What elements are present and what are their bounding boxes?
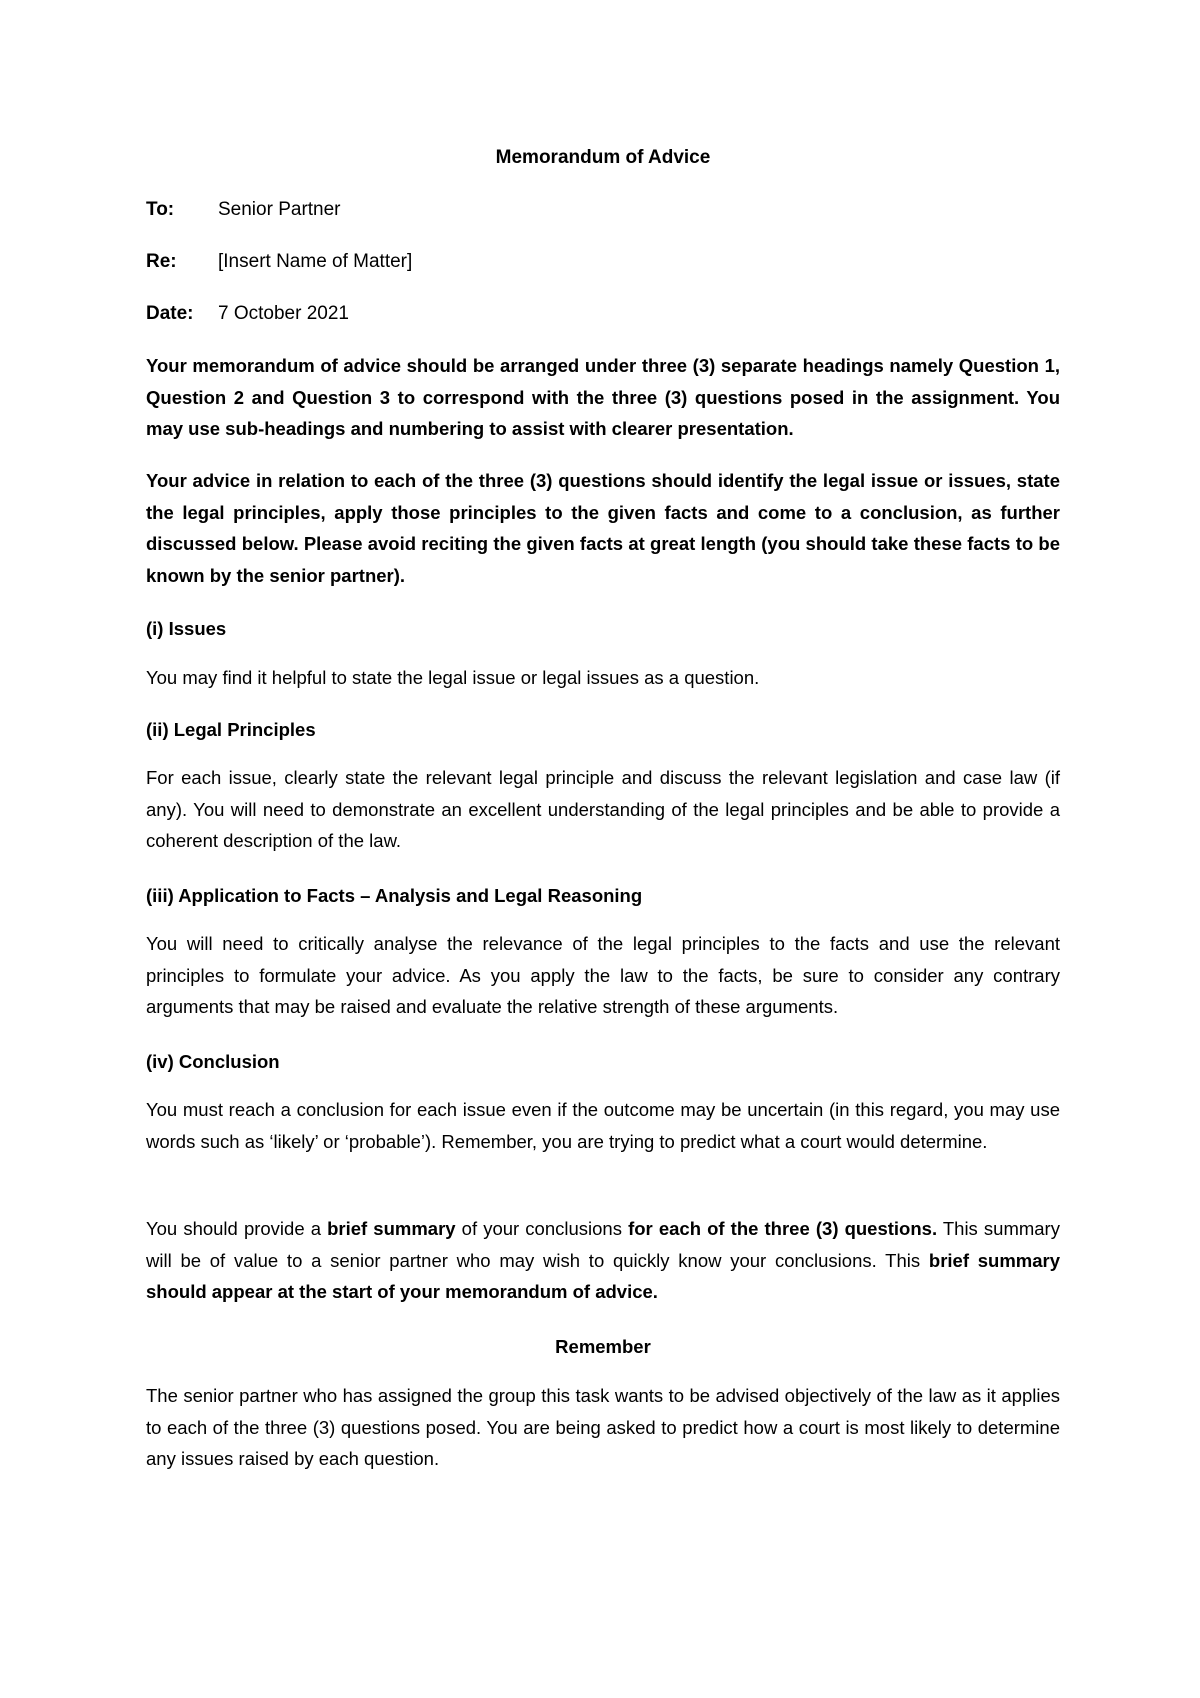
summary-text-1: You should provide a [146, 1218, 328, 1239]
intro-paragraph-advice: Your advice in relation to each of the three (3) questions should identify the legal issue or issues, state the legal principles, apply those principles to the given facts and come to a conclusion, as further discussed below. Please avoid reciting the given facts at great length (you should take these facts to be known by the senior partner). [146, 470, 1060, 586]
document-page [146, 0, 1060, 1698]
summary-bold-brief-summary: brief summary [327, 1218, 456, 1239]
to-row [146, 198, 1060, 222]
conclusion-heading: (iv) Conclusion [146, 1051, 280, 1072]
summary-bold-each-question: for each of the three (3) questions. [628, 1218, 938, 1239]
issues-heading: (i) Issues [146, 618, 227, 639]
document-title: Memorandum of Advice [495, 147, 711, 168]
date-label: Date: [146, 303, 194, 324]
remember-paragraph: The senior partner who has assigned the group this task wants to be advised objectively of the law as it applies to each of the three (3) questions posed. You are being asked to predict how a court is most likely to determine any issues raised by each question. [146, 1385, 1060, 1469]
re-value: [Insert Name of Matter] [218, 251, 413, 272]
application-paragraph: You will need to critically analyse the relevance of the legal principles to the facts and use the relevant principles to formulate your advice. As you apply the law to the facts, be sure to consider any contrary arguments that may be raised and evaluate the relative strength of these arguments. [146, 933, 1060, 1017]
application-heading: (iii) Application to Facts – Analysis and Legal Reasoning [146, 885, 643, 906]
legal-principles-heading: (ii) Legal Principles [146, 719, 316, 740]
summary-text-2: of your conclusions [455, 1218, 629, 1239]
to-label: To: [146, 199, 175, 220]
date-row [146, 302, 1060, 326]
date-value: 7 October 2021 [218, 303, 349, 324]
remember-heading: Remember [555, 1336, 651, 1357]
re-label: Re: [146, 251, 177, 272]
summary-paragraph [146, 1213, 1060, 1308]
summary-text-3: This summary will be of value to a senior partner who may wish to quickly know your conclusions. This [146, 1218, 1060, 1271]
conclusion-paragraph: You must reach a conclusion for each issue even if the outcome may be uncertain (in this regard, you may use words such as ‘likely’ or ‘probable’). Remember, you are trying to predict what a court would determine. [146, 1099, 1060, 1152]
legal-principles-paragraph: For each issue, clearly state the relevant legal principle and discuss the relevant legislation and case law (if any). You will need to demonstrate an excellent understanding of the legal principles and be able to provide a coherent description of the law. [146, 767, 1060, 851]
re-row [146, 250, 1060, 274]
issues-paragraph: You may find it helpful to state the legal issue or legal issues as a question. [146, 667, 760, 688]
intro-paragraph-structure: Your memorandum of advice should be arranged under three (3) separate headings namely Question 1, Question 2 and Question 3 to correspond with the three (3) questions posed in the assignment. You may use sub-headings and numbering to assist with clearer presentation. [146, 355, 1060, 439]
to-value: Senior Partner [218, 199, 341, 220]
summary-bold-start: brief summary should appear at the start of your memorandum of advice. [146, 1249, 1060, 1302]
